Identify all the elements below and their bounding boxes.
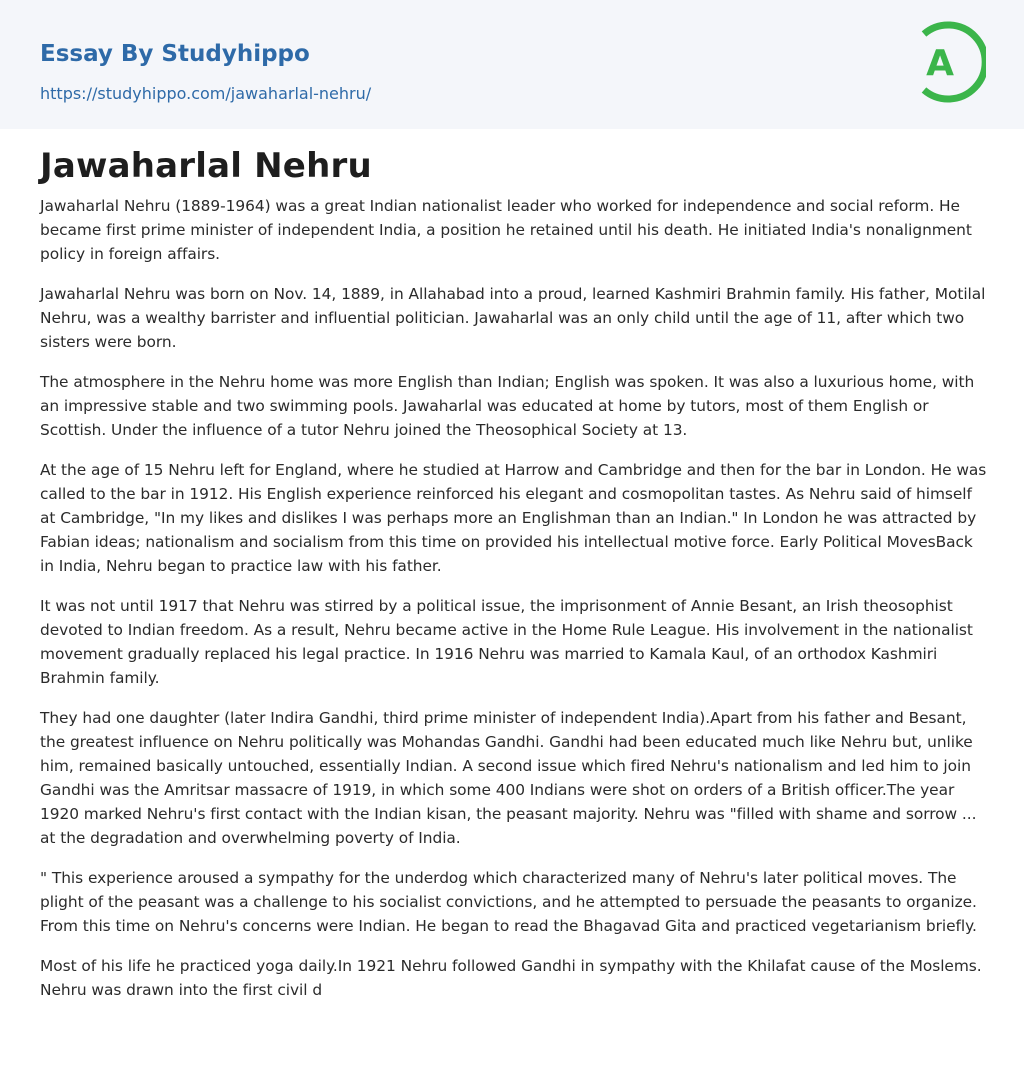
page-title: Jawaharlal Nehru bbox=[40, 146, 372, 186]
essay-paragraph: " This experience aroused a sympathy for the underdog which characterized many of Nehru's later political moves. The plight of the peasant was a challenge to his socialist convictions, and he attempted to persuade the peasants to organize. From this time on Nehru's concerns were Indian. He began to read the Bhagavad Gita and practiced vegetarianism briefly. bbox=[40, 869, 977, 935]
essay-paragraph: Jawaharlal Nehru (1889-1964) was a great Indian nationalist leader who worked for independence and social reform. He became first prime minister of independent India, a position he retained until his death. He initiated India's nonalignment policy in foreign affairs. bbox=[40, 197, 972, 263]
essay-paragraph: Most of his life he practiced yoga daily.In 1921 Nehru followed Gandhi in sympathy with the Khilafat cause of the Moslems. Nehru was drawn into the first civil d bbox=[40, 957, 982, 999]
essay-body bbox=[40, 194, 988, 1018]
essay-paragraph: It was not until 1917 that Nehru was stirred by a political issue, the imprisonment of Annie Besant, an Irish theosophist devoted to Indian freedom. As a result, Nehru became active in the Home Rule League. His involvement in the nationalist movement gradually replaced his legal practice. In 1916 Nehru was married to Kamala Kaul, of an orthodox Kashmiri Brahmin family. bbox=[40, 597, 973, 687]
source-url-link[interactable]: https://studyhippo.com/jawaharlal-nehru/ bbox=[40, 84, 372, 103]
essay-paragraph: They had one daughter (later Indira Gandhi, third prime minister of independent India).Apart from his father and Besant, the greatest influence on Nehru politically was Mohandas Gandhi. Gandhi had been educated much like Nehru but, unlike him, remained basically untouched, essentially Indian. A second issue which fired Nehru's nationalism and led him to join Gandhi was the Amritsar massacre of 1919, in which some 400 Indians were shot on orders of a British officer.The year 1920 marked Nehru's first contact with the Indian kisan, the peasant majority. Nehru was "filled with shame and sorrow ... at the degradation and overwhelming poverty of India. bbox=[40, 709, 977, 847]
site-header bbox=[0, 0, 1024, 129]
essay-paragraph: At the age of 15 Nehru left for England, where he studied at Harrow and Cambridge and then for the bar in London. He was called to the bar in 1912. His English experience reinforced his elegant and cosmopolitan tastes. As Nehru said of himself at Cambridge, "In my likes and dislikes I was perhaps more an Englishman than an Indian." In London he was attracted by Fabian ideas; nationalism and socialism from this time on provided his intellectual motive force. Early Political MovesBack in India, Nehru began to practice law with his father. bbox=[40, 461, 987, 575]
essay-paragraph: The atmosphere in the Nehru home was more English than Indian; English was spoken. It was also a luxurious home, with an impressive stable and two swimming pools. Jawaharlal was educated at home by tutors, most of them English or Scottish. Under the influence of a tutor Nehru joined the Theosophical Society at 13. bbox=[40, 373, 975, 439]
essay-paragraph: Jawaharlal Nehru was born on Nov. 14, 1889, in Allahabad into a proud, learned Kashmiri Brahmin family. His father, Motilal Nehru, was a wealthy barrister and influential politician. Jawaharlal was an only child until the age of 11, after which two sisters were born. bbox=[40, 285, 986, 351]
site-brand[interactable]: Essay By Studyhippo bbox=[40, 41, 310, 67]
logo-letter: A bbox=[926, 43, 954, 84]
studyhippo-logo-icon[interactable] bbox=[912, 19, 986, 105]
